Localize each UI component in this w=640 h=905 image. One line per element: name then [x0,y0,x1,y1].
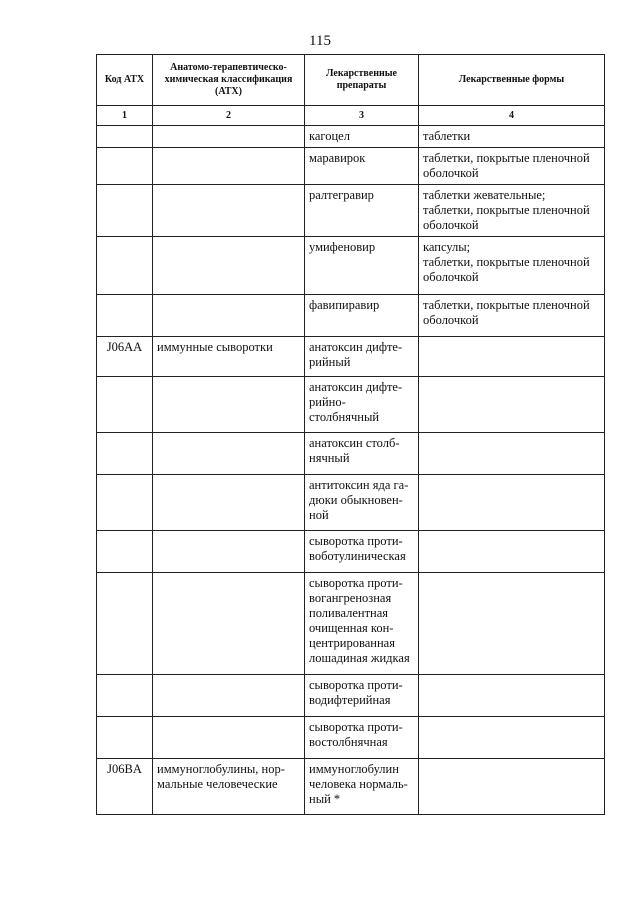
classification-cell [153,675,305,717]
drug-name-cell: антитоксин яда га-дюки обыкновен-ной [305,475,419,531]
classification-cell [153,433,305,475]
table-row [97,531,605,573]
column-number: 4 [419,106,605,126]
dosage-form-cell [419,717,605,759]
table-row [97,377,605,433]
header-classification: Анатомо-терапевтическо-химическая классификация (АТХ) [153,55,305,106]
column-number-row [97,106,605,126]
table-row [97,675,605,717]
classification-cell [153,185,305,237]
classification-cell [153,377,305,433]
drug-name-cell: сыворотка проти-водифтерийная [305,675,419,717]
column-number: 2 [153,106,305,126]
classification-cell: иммуноглобулины, нор-мальные человеческие [153,759,305,815]
drug-name-cell: сыворотка проти-вогангренозная поливалентная очищенная кон-центрированная лошадиная жидкая [305,573,419,675]
atx-code-cell [97,573,153,675]
atx-code-cell [97,126,153,148]
column-number: 3 [305,106,419,126]
atx-code-cell [97,433,153,475]
classification-cell [153,573,305,675]
drug-name-cell: фавипиравир [305,295,419,337]
atx-code-cell [97,237,153,295]
dosage-form-cell [419,377,605,433]
atx-code-cell [97,531,153,573]
table-row [97,185,605,237]
drug-name-cell: сыворотка проти-воботулиническая [305,531,419,573]
atx-code-cell [97,717,153,759]
dosage-form-cell [419,475,605,531]
dosage-form-cell [419,573,605,675]
drug-name-cell: ралтегравир [305,185,419,237]
classification-cell [153,295,305,337]
atx-code-cell [97,675,153,717]
classification-cell: иммунные сыворотки [153,337,305,377]
classification-cell [153,237,305,295]
classification-cell [153,717,305,759]
classification-cell [153,531,305,573]
drug-name-cell: анатоксин дифте-рийно-столбнячный [305,377,419,433]
drug-name-cell: анатоксин дифте-рийный [305,337,419,377]
dosage-form-cell [419,675,605,717]
drug-name-cell: анатоксин столб-нячный [305,433,419,475]
drug-name-cell: иммуноглобулин человека нормаль-ный * [305,759,419,815]
dosage-form-cell: таблетки [419,126,605,148]
table-row [97,126,605,148]
atx-code-cell [97,475,153,531]
dosage-form-cell: таблетки, покрытые пленочной оболочкой [419,295,605,337]
dosage-form-cell: капсулы; таблетки, покрытые пленочной оболочкой [419,237,605,295]
dosage-form-cell: таблетки, покрытые пленочной оболочкой [419,148,605,185]
table-row [97,475,605,531]
drug-name-cell: умифеновир [305,237,419,295]
table-row [97,295,605,337]
dosage-form-cell [419,433,605,475]
drug-name-cell: кагоцел [305,126,419,148]
page-number: 115 [309,33,331,49]
table-row [97,148,605,185]
atx-code-cell: J06AA [97,337,153,377]
header-code: Код АТХ [97,55,153,106]
atx-code-cell [97,148,153,185]
drug-name-cell: маравирок [305,148,419,185]
atx-code-cell [97,185,153,237]
table-row [97,573,605,675]
header-drugs: Лекарственные препараты [305,55,419,106]
atx-code-cell [97,295,153,337]
header-row [97,55,605,106]
atx-code-cell: J06BA [97,759,153,815]
table-row [97,237,605,295]
table-row [97,717,605,759]
drug-name-cell: сыворотка проти-востолбнячная [305,717,419,759]
dosage-form-cell [419,759,605,815]
column-number: 1 [97,106,153,126]
classification-cell [153,148,305,185]
classification-cell [153,126,305,148]
dosage-form-cell [419,337,605,377]
header-forms: Лекарственные формы [419,55,605,106]
table-row [97,759,605,815]
table-row [97,337,605,377]
classification-cell [153,475,305,531]
atx-table [96,54,605,815]
dosage-form-cell [419,531,605,573]
table-row [97,433,605,475]
dosage-form-cell: таблетки жевательные; таблетки, покрытые пленочной оболочкой [419,185,605,237]
atx-code-cell [97,377,153,433]
